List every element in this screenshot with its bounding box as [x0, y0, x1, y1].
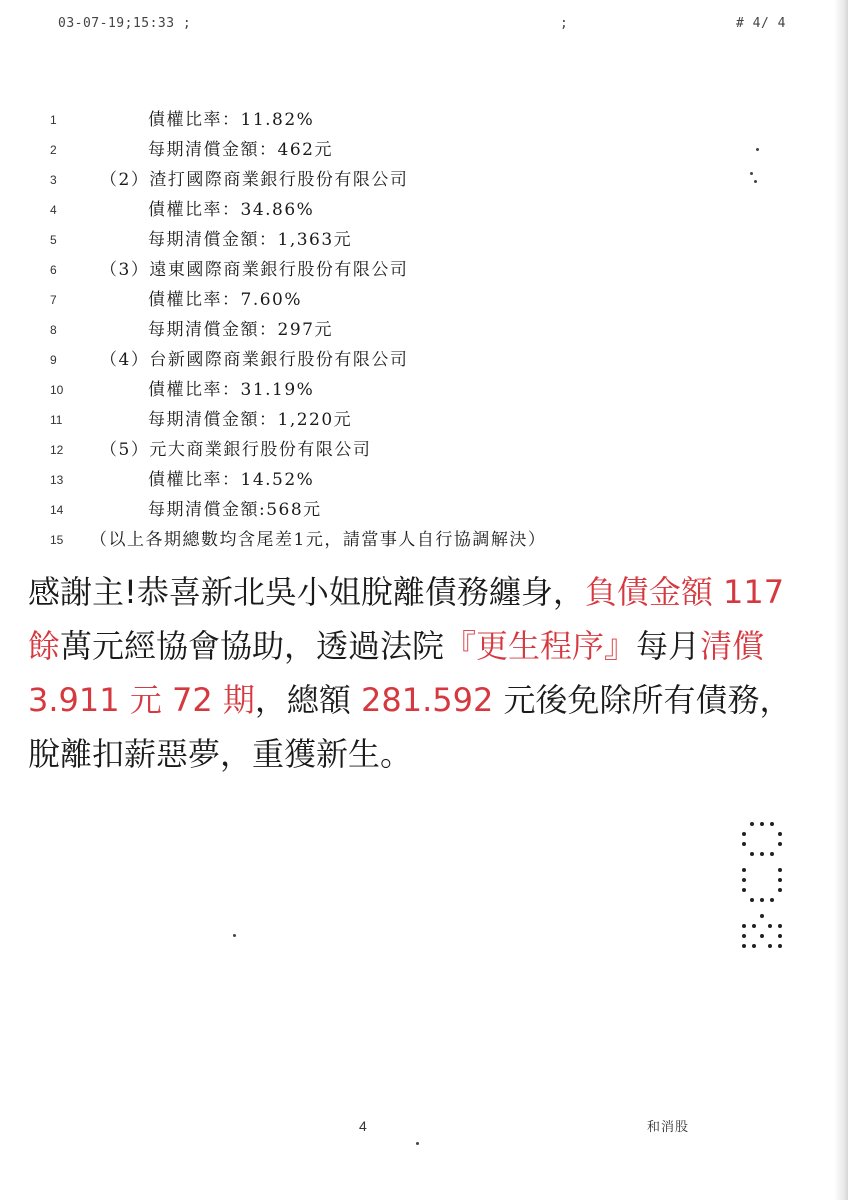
line-number: 12 [50, 443, 64, 457]
line-text: 債權比率：7.60% [148, 290, 303, 310]
document-body [0, 105, 848, 555]
line-number: 5 [50, 233, 57, 247]
line-text: 每期清償金額：1,220元 [148, 410, 353, 430]
perforation-dot [760, 898, 764, 902]
line-number: 1 [50, 113, 57, 127]
testimonial-part: 每月 [636, 627, 701, 665]
document-line [0, 315, 848, 345]
line-text: （3）遠東國際商業銀行股份有限公司 [100, 260, 409, 280]
perforation-stamp [738, 822, 786, 952]
line-text: （2）渣打國際商業銀行股份有限公司 [100, 170, 409, 190]
document-line [0, 285, 848, 315]
document-line [0, 345, 848, 375]
testimonial-text [22, 555, 812, 781]
line-number: 3 [50, 173, 57, 187]
document-line [0, 525, 848, 555]
line-number: 9 [50, 353, 57, 367]
perforation-dot [760, 914, 764, 918]
line-text: 每期清償金額:568元 [148, 500, 322, 520]
line-number: 11 [50, 413, 63, 427]
perforation-dot [742, 832, 746, 836]
document-line [0, 165, 848, 195]
line-text: 每期清償金額：297元 [148, 320, 333, 340]
perforation-dot [770, 852, 774, 856]
line-number: 15 [50, 533, 64, 547]
perforation-dot [742, 924, 746, 928]
line-text: 每期清償金額：1,363元 [148, 230, 353, 250]
line-number: 10 [50, 383, 64, 397]
page-number: 4 [359, 1118, 367, 1134]
document-line [0, 495, 848, 525]
perforation-dot [770, 898, 774, 902]
perforation-stamp-group [738, 914, 786, 950]
perforation-dot [778, 888, 782, 892]
line-number: 6 [50, 263, 57, 277]
line-text: （4）台新國際商業銀行股份有限公司 [100, 350, 409, 370]
document-line [0, 465, 848, 495]
line-number: 7 [50, 293, 57, 307]
fax-header [58, 16, 798, 36]
document-line [0, 405, 848, 435]
testimonial-highlight-payment: 清償 3.911 元 72 期 [28, 627, 765, 719]
line-number: 4 [50, 203, 57, 217]
perforation-dot [778, 832, 782, 836]
testimonial-part: 萬元經協會協助，透過法院 [60, 627, 445, 665]
perforation-dot [768, 924, 772, 928]
line-text: 每期清償金額：462元 [148, 140, 333, 160]
perforation-dot [770, 822, 774, 826]
document-line [0, 225, 848, 255]
line-number: 8 [50, 323, 57, 337]
perforation-dot [750, 852, 754, 856]
line-text: 債權比率：14.52% [148, 470, 315, 490]
scan-speck [233, 934, 236, 937]
perforation-dot [760, 934, 764, 938]
testimonial-part: ，總額 [254, 681, 362, 719]
line-text: 債權比率：31.19% [148, 380, 315, 400]
line-number: 14 [50, 503, 64, 517]
fax-page-counter: # 4/ 4 [736, 16, 786, 31]
perforation-dot [760, 852, 764, 856]
perforation-dot [742, 888, 746, 892]
perforation-dot [760, 822, 764, 826]
perforation-dot [742, 878, 746, 882]
perforation-dot [778, 924, 782, 928]
scan-speck [416, 1142, 419, 1145]
perforation-dot [778, 944, 782, 948]
perforation-dot [750, 822, 754, 826]
scan-speck [754, 180, 757, 183]
testimonial-overlay [22, 555, 812, 795]
perforation-dot [742, 842, 746, 846]
perforation-dot [768, 944, 772, 948]
perforation-dot [742, 868, 746, 872]
document-line [0, 375, 848, 405]
perforation-dot [752, 944, 756, 948]
document-line [0, 105, 848, 135]
testimonial-highlight-total: 281.592 [361, 681, 494, 719]
scan-speck [756, 148, 759, 151]
perforation-dot [778, 934, 782, 938]
scan-speck [750, 172, 753, 175]
line-text: （5）元大商業銀行股份有限公司 [100, 440, 372, 460]
document-line [0, 255, 848, 285]
department-stamp: 和消股 [647, 1120, 690, 1135]
perforation-stamp-group [738, 822, 786, 858]
perforation-dot [742, 944, 746, 948]
perforation-dot [778, 842, 782, 846]
perforation-dot [750, 898, 754, 902]
testimonial-part: 元後免除所有債務，脫離扣薪惡夢，重獲新生。 [28, 681, 792, 773]
line-number: 13 [50, 473, 64, 487]
line-number: 2 [50, 143, 57, 157]
fax-separator: ; [560, 16, 569, 31]
perforation-dot [742, 934, 746, 938]
perforation-dot [752, 924, 756, 928]
testimonial-highlight-debt: 負債金額 117 餘 [28, 573, 785, 665]
document-line [0, 195, 848, 225]
testimonial-part: 感謝主!恭喜新北吳小姐脫離債務纏身， [28, 573, 585, 611]
document-line [0, 135, 848, 165]
line-text: 債權比率：11.82% [148, 110, 315, 130]
document-line [0, 435, 848, 465]
fax-timestamp: 03-07-19;15:33 ; [58, 16, 192, 31]
testimonial-highlight-procedure: 『更生程序』 [444, 627, 637, 665]
perforation-dot [778, 868, 782, 872]
perforation-stamp-group [738, 868, 786, 904]
perforation-dot [778, 878, 782, 882]
line-text: 債權比率：34.86% [148, 200, 315, 220]
line-text: （以上各期總數均含尾差1元，請當事人自行協調解決） [90, 530, 547, 550]
